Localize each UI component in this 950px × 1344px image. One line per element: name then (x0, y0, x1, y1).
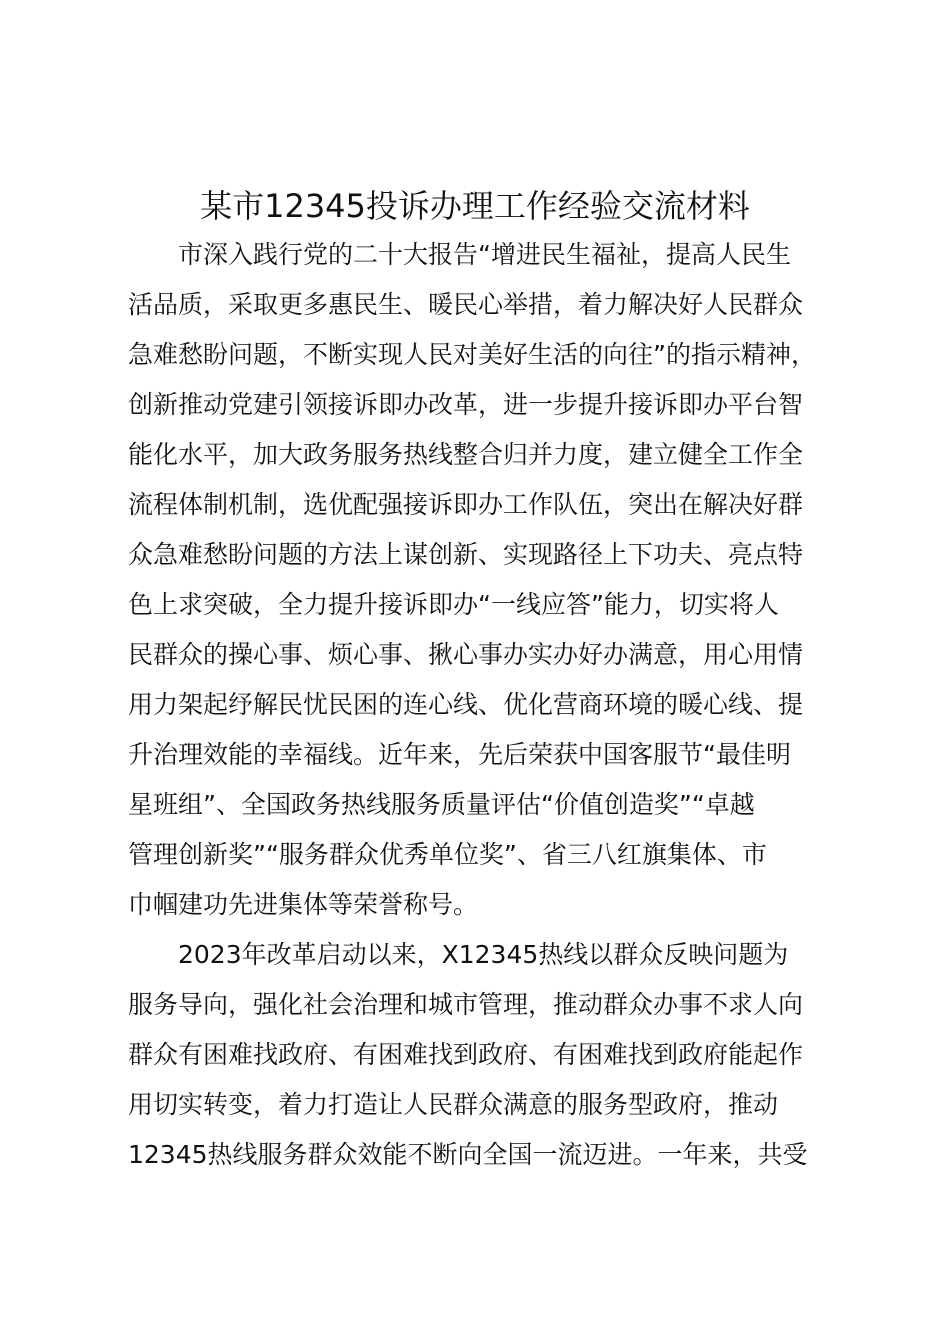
paragraph-1-line-12: 星班组”、全国政务热线服务质量评估“价值创造奖”“卓越 (128, 790, 755, 819)
paragraph-2-line-4: 用切实转变，着力打造让人民群众满意的服务型政府，推动 (128, 1090, 779, 1119)
paragraph-1-line-10: 用力架起纾解民忧民困的连心线、优化营商环境的暖心线、提 (128, 690, 804, 719)
paragraph-2-line-3: 群众有困难找政府、有困难找到政府、有困难找到政府能起作 (128, 1040, 804, 1069)
paragraph-1-line-7: 众急难愁盼问题的方法上谋创新、实现路径上下功夫、亮点特 (128, 540, 804, 569)
paragraph-1-line-13: 管理创新奖”“服务群众优秀单位奖”、省三八红旗集体、市 (128, 840, 767, 869)
paragraph-1-line-8: 色上求突破，全力提升接诉即办“一线应答”能力，切实将人 (128, 590, 779, 619)
paragraph-2-line-2: 服务导向，强化社会治理和城市管理，推动群众办事不求人向 (128, 990, 804, 1019)
paragraph-1-line-11: 升治理效能的幸福线。近年来，先后荣获中国客服节“最佳明 (128, 740, 791, 769)
document-title: 某市12345投诉办理工作经验交流材料 (200, 187, 750, 225)
paragraph-1-line-6: 流程体制机制，选优配强接诉即办工作队伍，突出在解决好群 (128, 490, 804, 519)
paragraph-1-line-2: 活品质，采取更多惠民生、暖民心举措，着力解决好人民群众 (128, 290, 804, 319)
paragraph-2-line-5: 12345热线服务群众效能不断向全国一流迈进。一年来，共受 (128, 1140, 808, 1169)
paragraph-1-line-3: 急难愁盼问题，不断实现人民对美好生活的向往”的指示精神， (128, 340, 816, 369)
paragraph-2-line-1: 2023年改革启动以来，X12345热线以群众反映问题为 (178, 940, 789, 969)
paragraph-1-line-9: 民群众的操心事、烦心事、揪心事办实办好办满意，用心用情 (128, 640, 804, 669)
paragraph-1-line-4: 创新推动党建引领接诉即办改革，进一步提升接诉即办平台智 (128, 390, 804, 419)
paragraph-1-line-5: 能化水平，加大政务服务热线整合归并力度，建立健全工作全 (128, 440, 804, 469)
paragraph-1-line-14: 巾帼建功先进集体等荣誉称号。 (128, 890, 479, 919)
paragraph-1-line-1: 市深入践行党的二十大报告“增进民生福祉，提高人民生 (178, 240, 791, 269)
